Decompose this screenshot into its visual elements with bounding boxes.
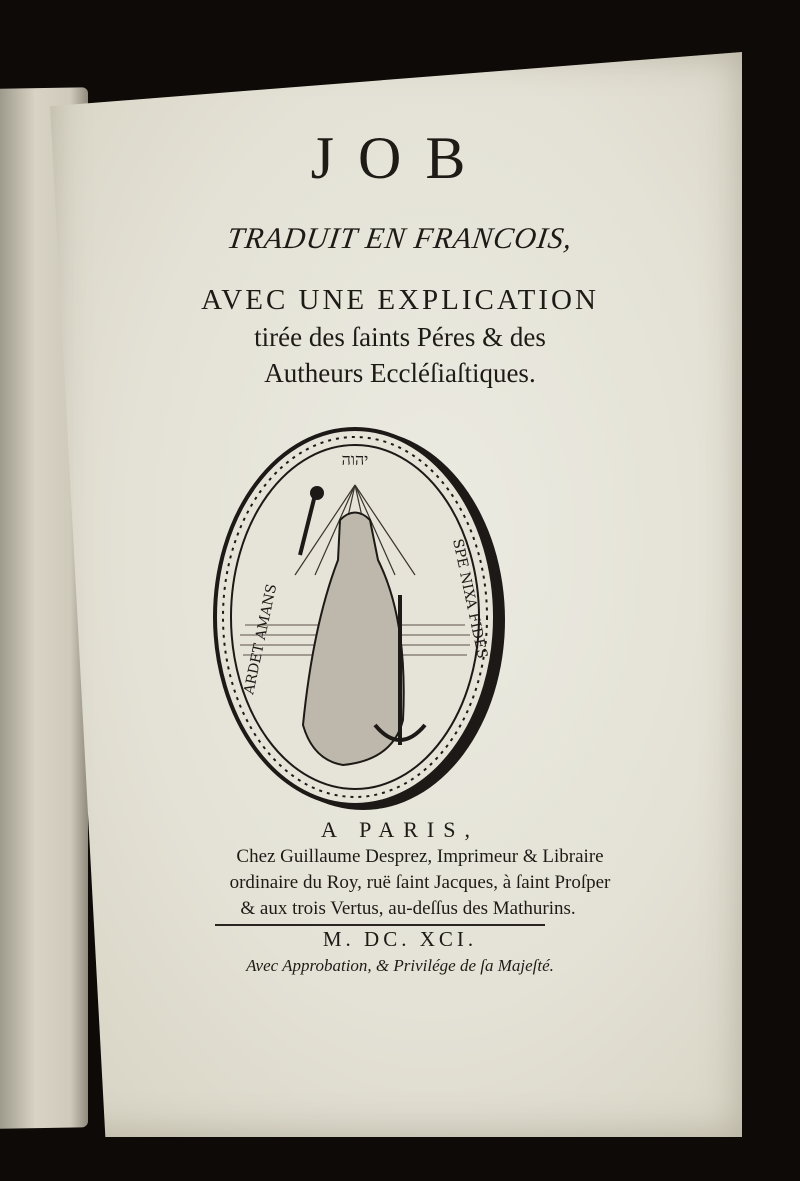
motto-right: SPE NIXA FIDES <box>449 537 491 660</box>
authors-line: Autheurs Eccléſiaſtiques. <box>264 358 536 388</box>
source-line: tirée des ſaints Péres & des <box>254 322 546 352</box>
tetragrammaton: יהוה <box>341 450 369 469</box>
divider-rule <box>215 924 545 926</box>
motto-left: ARDET AMANS <box>241 582 281 696</box>
imprint-year: M. DC. XCI. <box>322 927 478 951</box>
book-title: JOB <box>310 125 490 191</box>
imprint-address: ordinaire du Roy, ruë ſaint Jacques, à ſaint Proſper <box>229 872 611 893</box>
imprint-sign: & aux trois Vertus, au-deſſus des Mathurins. <box>240 898 576 919</box>
imprint-printer: Chez Guillaume Desprez, Imprimeur & Libraire <box>236 846 604 867</box>
subtitle: TRADUIT EN FRANCOIS, <box>225 222 576 255</box>
privilege-line: Avec Approbation, & Privilége de ſa Majeſté. <box>246 956 554 975</box>
engraved-oval-vignette <box>205 425 510 815</box>
imprint-city: A PARIS, <box>320 817 479 842</box>
flame-icon <box>310 486 324 500</box>
explication-line: AVEC UNE EXPLICATION <box>201 284 599 316</box>
